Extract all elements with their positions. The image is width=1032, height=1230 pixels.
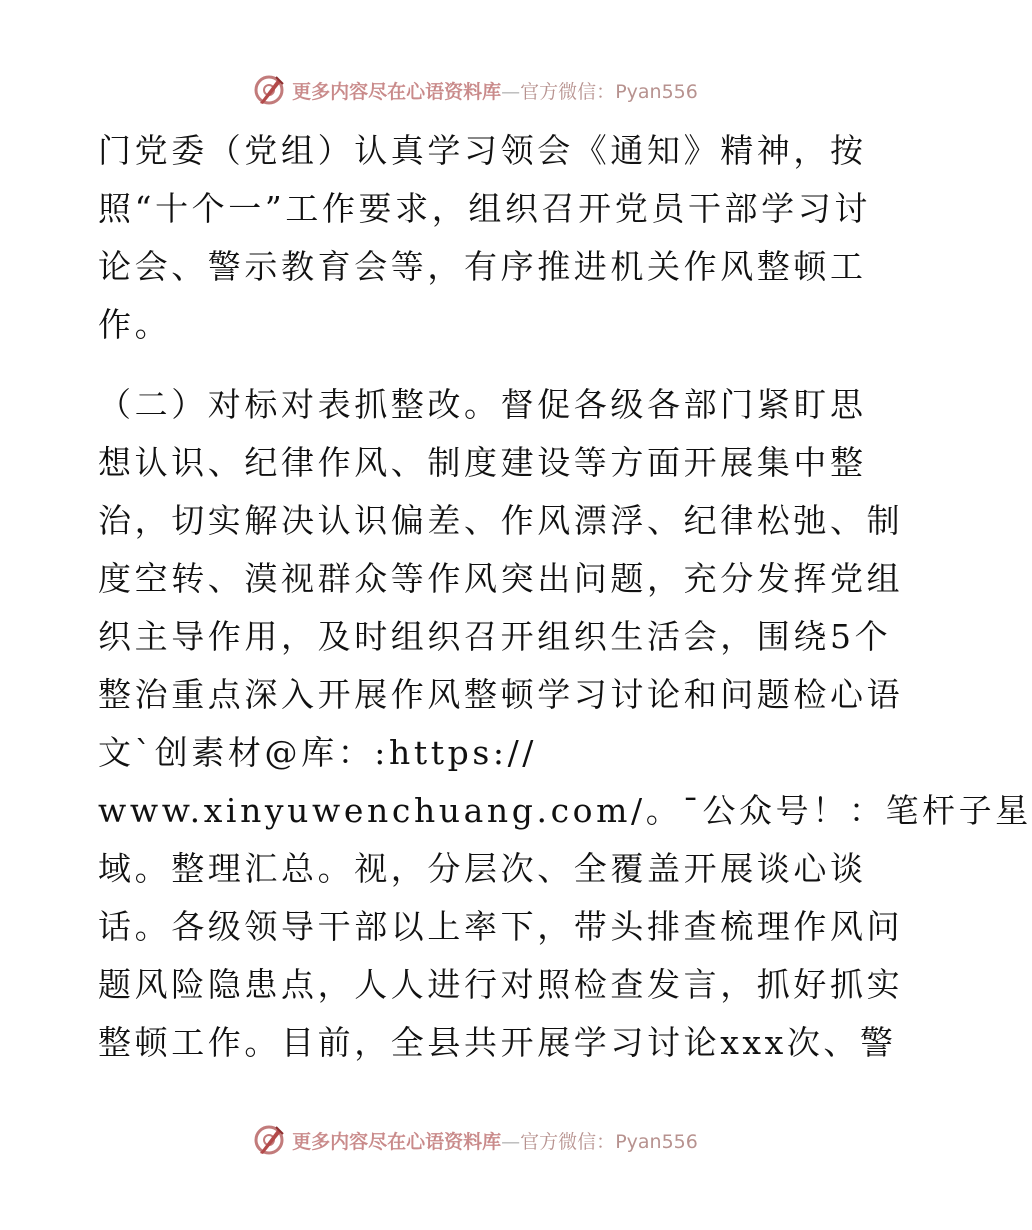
watermark-dash: — xyxy=(501,80,521,103)
text-line: 域。整理汇总。视，分层次、全覆盖开展谈心谈 xyxy=(98,849,867,888)
text-line: www.xinyuwenchuang.com/。¯公众号！：笔杆子星 xyxy=(98,791,1032,830)
text-line: 题风险隐患点，人人进行对照检查发言，抓好抓实 xyxy=(98,965,904,1004)
text-line: 整顿工作。目前，全县共开展学习讨论xxx次、警 xyxy=(98,1023,897,1062)
paragraph-1 xyxy=(98,122,871,354)
watermark-main-text: 更多内容尽在心语资料库 xyxy=(292,1130,502,1153)
watermark-account: Pyan556 xyxy=(615,1130,698,1153)
document-body xyxy=(98,122,1032,1072)
watermark-dash: — xyxy=(501,1130,521,1153)
text-line: 门党委（党组）认真学习领会《通知》精神，按 xyxy=(98,131,867,170)
quill-logo-icon xyxy=(252,1123,286,1157)
paragraph-2 xyxy=(98,376,1032,1072)
footer-watermark xyxy=(0,1120,950,1160)
watermark-official-label: 官方微信： xyxy=(520,80,616,103)
watermark-main-text: 更多内容尽在心语资料库 xyxy=(292,80,502,103)
watermark-official-label: 官方微信： xyxy=(520,1130,616,1153)
text-line: 作。 xyxy=(98,305,172,344)
quill-logo-icon xyxy=(252,73,286,107)
header-watermark xyxy=(0,70,950,110)
paragraph-gap xyxy=(98,354,858,376)
text-line: 论会、警示教育会等，有序推进机关作风整顿工 xyxy=(98,247,867,286)
text-line: 度空转、漠视群众等作风突出问题，充分发挥党组 xyxy=(98,559,904,598)
text-line: （二）对标对表抓整改。督促各级各部门紧盯思 xyxy=(98,385,867,424)
text-line: 照“十个一”工作要求，组织召开党员干部学习讨 xyxy=(98,189,871,228)
watermark-account: Pyan556 xyxy=(615,80,698,103)
text-line: 整治重点深入开展作风整顿学习讨论和问题检心语 xyxy=(98,675,904,714)
text-line: 话。各级领导干部以上率下，带头排查梳理作风问 xyxy=(98,907,904,946)
text-line: 织主导作用，及时组织召开组织生活会，围绕5个 xyxy=(98,617,892,656)
text-line: 治，切实解决认识偏差、作风漂浮、纪律松弛、制 xyxy=(98,501,904,540)
text-line: 想认识、纪律作风、制度建设等方面开展集中整 xyxy=(98,443,867,482)
text-line: 文`创素材@库：:https:// xyxy=(98,733,538,772)
